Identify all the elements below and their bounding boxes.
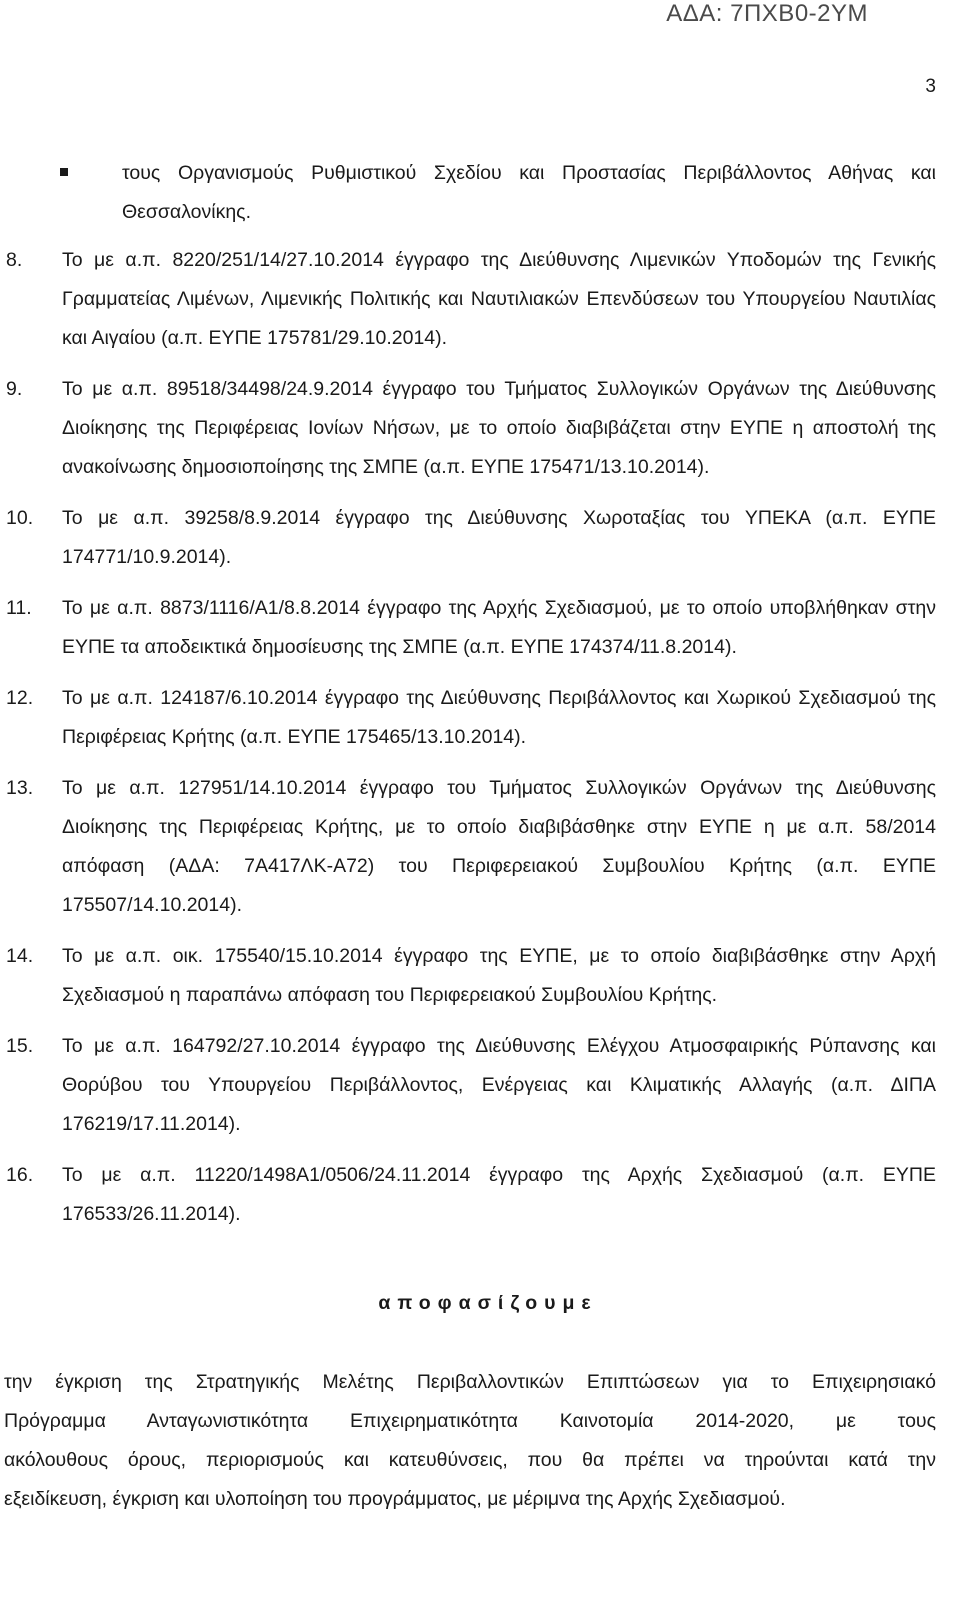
list-item-text: Το με α.π. 89518/34498/24.9.2014 έγγραφο του Τμήματος Συλλογικών Οργάνων της Διεύθυνσης Διοίκησης της Περιφέρειας Ιονίων Νήσων, με το οποίο διαβιβάζεται στην ΕΥΠΕ η αποστολή της ανακοίνωσης δημοσιοποίησης της ΣΜΠΕ (α.π. ΕΥΠΕ 175471/13.10.2014). [62,378,936,478]
list-item [0,370,936,487]
list-item-number: 16. [6,1164,34,1186]
list-item-text: Το με α.π. 164792/27.10.2014 έγγραφο της Διεύθυνσης Ελέγχου Ατμοσφαιρικής Ρύπανσης και Θορύβου του Υπουργείου Περιβάλλοντος, Ενέργειας και Κλιματικής Αλλαγής (α.π. ΔΙΠΑ 176219/17.11.2014). [62,1035,936,1135]
list-item-number: 15. [6,1035,34,1057]
list-item-text: Το με α.π. 127951/14.10.2014 έγγραφο του Τμήματος Συλλογικών Οργάνων της Διεύθυνσης Διοίκησης της Περιφέρειας Κρήτης, με το οποίο διαβιβάσθηκε στην ΕΥΠΕ η με α.π. 58/2014 απόφαση (ΑΔΑ: 7Α417ΛΚ-Α72) του Περιφερειακού Συμβουλίου Κρήτης (α.π. ΕΥΠΕ 175507/14.10.2014). [62,777,936,916]
list-item-number: 13. [6,777,34,799]
list-item-number: 12. [6,687,34,709]
paragraph-line: Πρόγραμμα Ανταγωνιστικότητα Επιχειρηματικότητα Καινοτομία 2014-2020, με τους [4,1410,936,1432]
ada-code: ΑΔΑ: 7ΠΧΒ0-2ΥΜ [666,0,868,27]
square-bullet-icon [60,168,68,176]
list-item [0,589,936,667]
list-item [0,937,936,1015]
list-item-text: τους Οργανισμούς Ρυθμιστικού Σχεδίου και Προστασίας Περιβάλλοντος Αθήνας και Θεσσαλονίκης. [122,162,936,223]
decision-paragraph [0,1363,936,1519]
list-item [0,154,936,232]
list-item [0,1027,936,1144]
list-item [0,241,936,358]
list-item-text: Το με α.π. 124187/6.10.2014 έγγραφο της Διεύθυνσης Περιβάλλοντος και Χωρικού Σχεδιασμού της Περιφέρειας Κρήτης (α.π. ΕΥΠΕ 175465/13.10.2014). [62,687,936,748]
paragraph-line: την έγκριση της Στρατηγικής Μελέτης Περιβαλλοντικών Επιπτώσεων για το Επιχειρησιακό [4,1371,936,1393]
paragraph-line: εξειδίκευση, έγκριση και υλοποίηση του προγράμματος, με μέριμνα της Αρχής Σχεδιασμού. [4,1488,786,1510]
list-item-number: 10. [6,507,34,529]
list-item-number: 11. [6,597,32,619]
decision-heading: αποφασίζουμε [378,1292,598,1314]
list-item [0,1156,936,1234]
list-item-number: 14. [6,945,34,967]
list-item-text: Το με α.π. 8873/1116/Α1/8.8.2014 έγγραφο της Αρχής Σχεδιασμού, με το οποίο υποβλήθηκαν στην ΕΥΠΕ τα αποδεικτικά δημοσίευσης της ΣΜΠΕ (α.π. ΕΥΠΕ 174374/11.8.2014). [62,597,936,658]
list-item-number: 9. [6,378,23,400]
paragraph-line: ακόλουθους όρους, περιορισμούς και κατευθύνσεις, που θα πρέπει να τηρούνται κατά την [4,1449,936,1471]
list-item [0,499,936,577]
list-item-text: Το με α.π. 8220/251/14/27.10.2014 έγγραφο της Διεύθυνσης Λιμενικών Υποδομών της Γενικής Γραμματείας Λιμένων, Λιμενικής Πολιτικής και Ναυτιλιακών Επενδύσεων του Υπουργείου Ναυτιλίας και Αιγαίου (α.π. ΕΥΠΕ 175781/29.10.2014). [62,249,936,349]
document-body [0,154,936,1519]
list-item-text: Το με α.π. 39258/8.9.2014 έγγραφο της Διεύθυνσης Χωροταξίας του ΥΠΕΚΑ (α.π. ΕΥΠΕ 174771/10.9.2014). [62,507,936,568]
list-item-text: Το με α.π. οικ. 175540/15.10.2014 έγγραφο της ΕΥΠΕ, με το οποίο διαβιβάσθηκε στην Αρχή Σχεδιασμού η παραπάνω απόφαση του Περιφερειακού Συμβουλίου Κρήτης. [62,945,936,1006]
list-item [0,769,936,925]
list-item-number: 8. [6,249,23,271]
list-item [0,679,936,757]
list-item-text: Το με α.π. 11220/1498Α1/0506/24.11.2014 έγγραφο της Αρχής Σχεδιασμού (α.π. ΕΥΠΕ 176533/26.11.2014). [62,1164,936,1225]
page-number: 3 [925,76,936,97]
